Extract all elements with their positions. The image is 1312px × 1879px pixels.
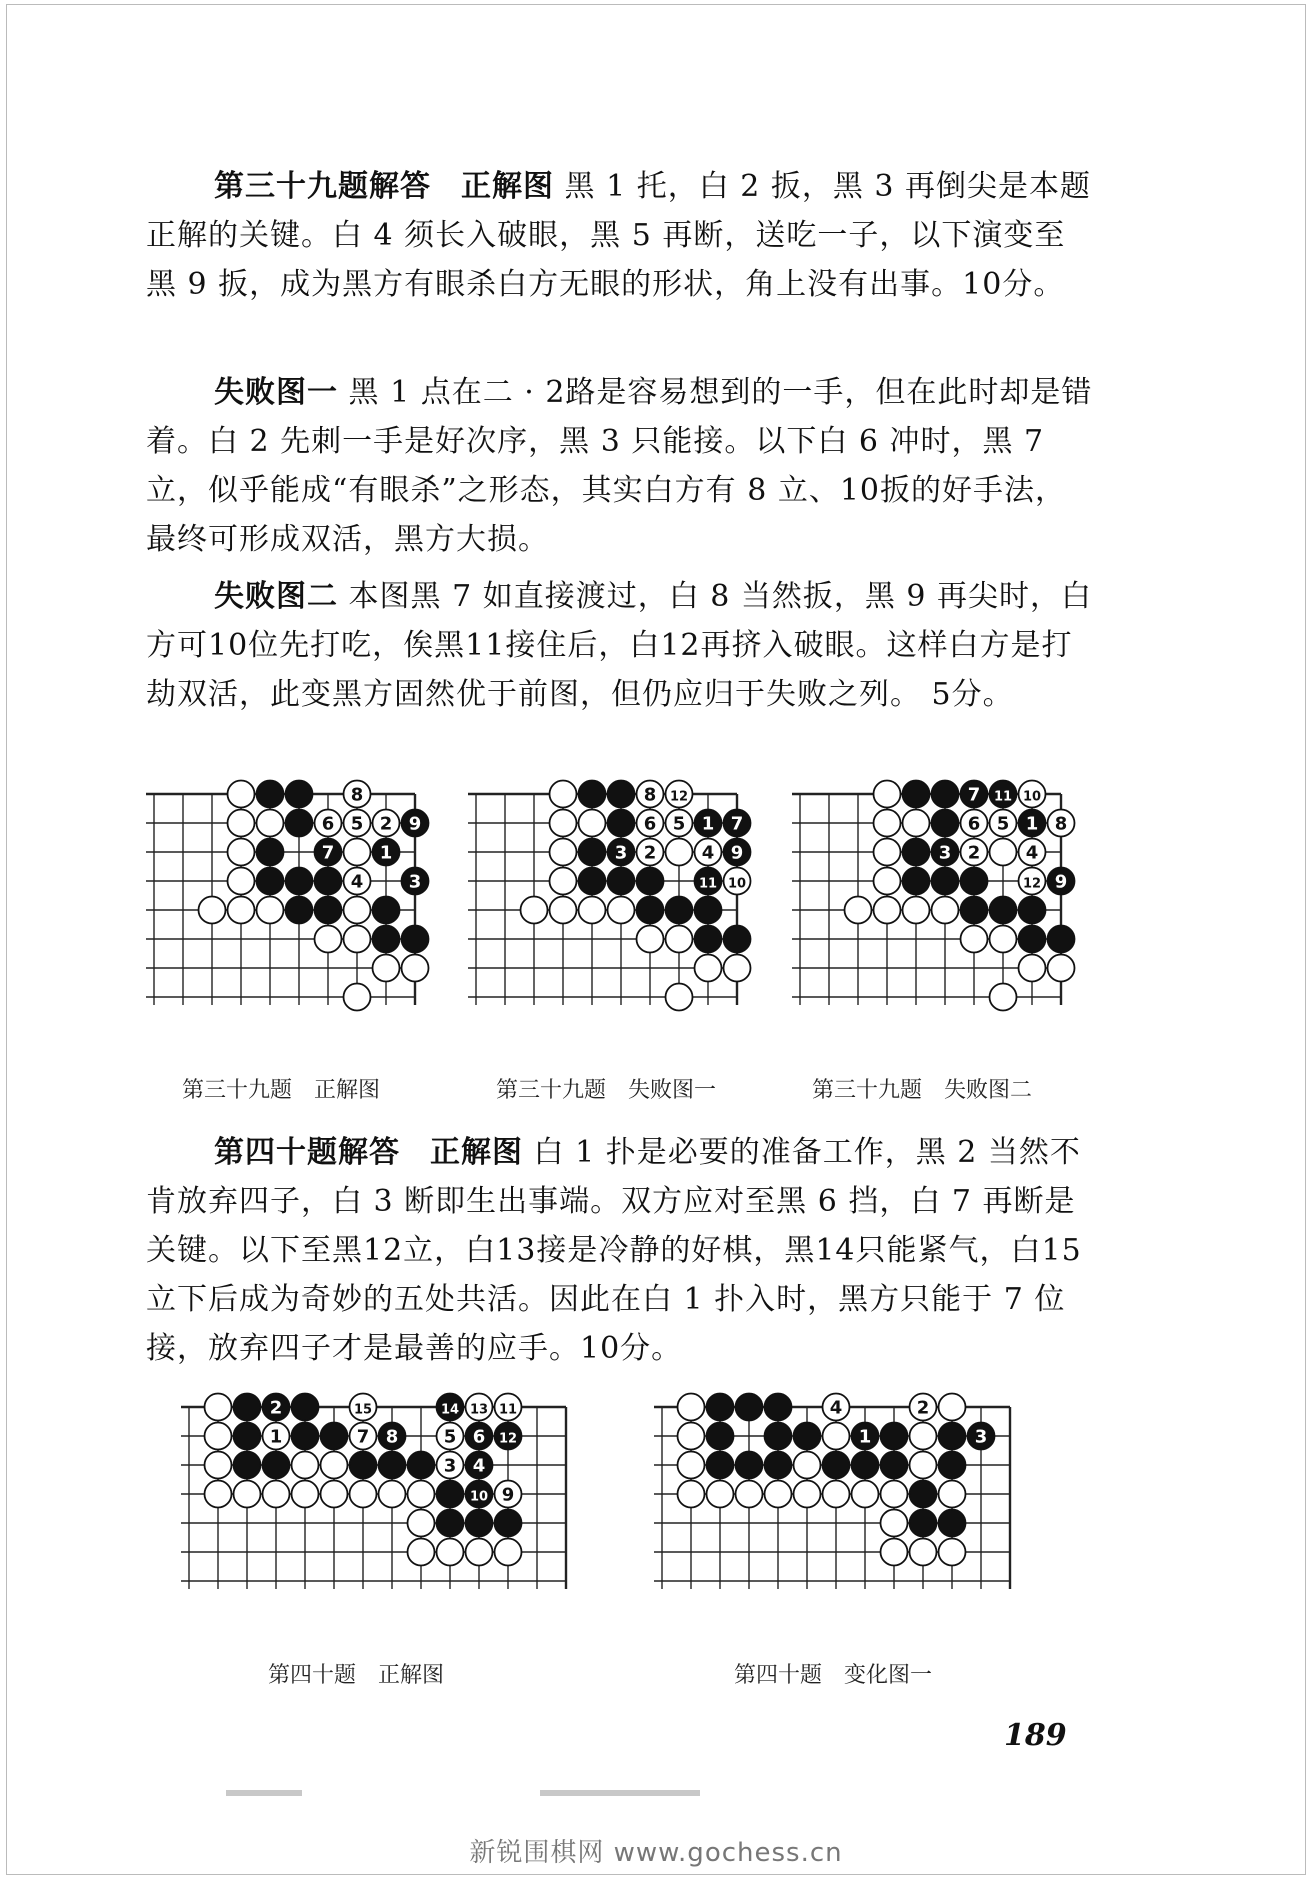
white-stone — [402, 955, 429, 982]
black-stone — [292, 1423, 319, 1450]
black-stone — [315, 839, 342, 866]
black-stone — [579, 839, 606, 866]
black-stone — [466, 1510, 493, 1537]
white-stone — [579, 897, 606, 924]
black-stone — [1048, 926, 1075, 953]
move-number: 11 — [698, 876, 718, 892]
black-stone — [707, 1423, 734, 1450]
black-stone — [724, 810, 751, 837]
black-stone — [402, 926, 429, 953]
move-number: 5 — [996, 813, 1010, 835]
black-stone — [932, 781, 959, 808]
white-stone — [234, 1481, 261, 1508]
white-stone — [550, 781, 577, 808]
move-number: 11 — [993, 789, 1013, 805]
black-stone — [286, 781, 313, 808]
black-stone — [315, 868, 342, 895]
black-stone — [292, 1394, 319, 1421]
move-number: 4 — [1025, 842, 1039, 864]
white-stone — [205, 1481, 232, 1508]
caption-problem: 第三十九题 — [812, 1078, 923, 1103]
black-stone — [437, 1394, 464, 1421]
go-board-39-fail-2 — [786, 780, 1086, 1052]
black-stone — [1019, 897, 1046, 924]
move-number: 6 — [321, 813, 335, 835]
white-stone — [228, 868, 255, 895]
white-stone — [637, 781, 664, 808]
black-stone — [707, 1452, 734, 1479]
move-number: 2 — [269, 1397, 283, 1419]
move-number: 2 — [643, 842, 657, 864]
black-stone — [495, 1423, 522, 1450]
go-board-40-correct — [175, 1393, 605, 1625]
white-stone — [910, 1452, 937, 1479]
caption-40-variation-1 — [734, 1658, 932, 1689]
move-number: 3 — [614, 842, 628, 864]
paragraph-text: 黑 1 托，白 2 扳，黑 3 再倒尖是本题正解的关键。白 4 须长入破眼，黑 5 再断，送吃一子，以下演变至黑 9 扳，成为黑方有眼杀白方无眼的形状，角上没有出事。10分。 — [146, 169, 1092, 302]
black-stone — [932, 810, 959, 837]
print-smudge — [540, 1790, 700, 1796]
white-stone — [678, 1452, 705, 1479]
white-stone — [678, 1481, 705, 1508]
black-stone — [257, 839, 284, 866]
move-number: 13 — [469, 1402, 489, 1418]
white-stone — [874, 897, 901, 924]
white-stone — [205, 1452, 232, 1479]
white-stone — [315, 810, 342, 837]
white-stone — [990, 926, 1017, 953]
black-stone — [495, 1510, 522, 1537]
move-number: 2 — [379, 813, 393, 835]
white-stone — [344, 868, 371, 895]
white-stone — [852, 1481, 879, 1508]
move-number: 7 — [321, 842, 335, 864]
black-stone — [608, 839, 635, 866]
white-stone — [845, 897, 872, 924]
black-stone — [939, 1423, 966, 1450]
move-number: 3 — [408, 871, 422, 893]
move-number: 6 — [967, 813, 981, 835]
black-stone — [1019, 926, 1046, 953]
black-stone — [466, 1423, 493, 1450]
white-stone — [205, 1394, 232, 1421]
black-stone — [852, 1423, 879, 1450]
white-stone — [724, 868, 751, 895]
white-stone — [695, 839, 722, 866]
white-stone — [881, 1481, 908, 1508]
caption-label: 失败图一 — [628, 1078, 717, 1103]
black-stone — [961, 868, 988, 895]
black-stone — [373, 839, 400, 866]
white-stone — [666, 810, 693, 837]
paragraph-39-answer — [146, 162, 1096, 309]
black-stone — [903, 781, 930, 808]
black-stone — [765, 1452, 792, 1479]
black-stone — [695, 868, 722, 895]
white-stone — [228, 781, 255, 808]
paragraph-fail-2 — [146, 572, 1096, 719]
white-stone — [724, 955, 751, 982]
white-stone — [881, 1510, 908, 1537]
white-stone — [437, 1452, 464, 1479]
caption-label: 失败图二 — [944, 1078, 1033, 1103]
caption-problem: 第四十题 — [268, 1663, 357, 1688]
white-stone — [678, 1423, 705, 1450]
black-stone — [379, 1423, 406, 1450]
black-stone — [765, 1423, 792, 1450]
print-smudge — [226, 1790, 302, 1796]
white-stone — [495, 1394, 522, 1421]
white-stone — [823, 1394, 850, 1421]
black-stone — [990, 897, 1017, 924]
white-stone — [910, 1394, 937, 1421]
move-number: 10 — [469, 1489, 489, 1505]
black-stone — [637, 897, 664, 924]
go-board-39-fail-1 — [462, 780, 762, 1052]
black-stone — [765, 1394, 792, 1421]
caption-problem: 第四十题 — [734, 1663, 823, 1688]
white-stone — [637, 926, 664, 953]
white-stone — [939, 1539, 966, 1566]
black-stone — [408, 1452, 435, 1479]
white-stone — [990, 984, 1017, 1011]
page-number: 189 — [1004, 1718, 1067, 1753]
black-stone — [695, 810, 722, 837]
heading-fail-1: 失败图一 — [214, 375, 338, 410]
caption-39-correct — [182, 1073, 380, 1104]
black-stone — [263, 1394, 290, 1421]
move-number: 1 — [269, 1426, 283, 1448]
white-stone — [961, 839, 988, 866]
white-stone — [263, 1423, 290, 1450]
black-stone — [881, 1452, 908, 1479]
black-stone — [608, 868, 635, 895]
black-stone — [823, 1452, 850, 1479]
white-stone — [1019, 839, 1046, 866]
move-number: 15 — [353, 1402, 373, 1418]
white-stone — [961, 810, 988, 837]
move-number: 4 — [350, 871, 364, 893]
white-stone — [637, 810, 664, 837]
black-stone — [961, 897, 988, 924]
paragraph-40-answer — [146, 1128, 1096, 1373]
black-stone — [695, 926, 722, 953]
white-stone — [939, 1481, 966, 1508]
white-stone — [608, 897, 635, 924]
white-stone — [257, 810, 284, 837]
move-number: 5 — [443, 1426, 457, 1448]
white-stone — [550, 810, 577, 837]
white-stone — [344, 839, 371, 866]
white-stone — [321, 1481, 348, 1508]
white-stone — [910, 1539, 937, 1566]
move-number: 1 — [858, 1426, 872, 1448]
white-stone — [437, 1423, 464, 1450]
move-number: 3 — [974, 1426, 988, 1448]
move-number: 11 — [498, 1402, 518, 1418]
black-stone — [234, 1452, 261, 1479]
move-number: 2 — [967, 842, 981, 864]
black-stone — [263, 1452, 290, 1479]
white-stone — [550, 897, 577, 924]
black-stone — [466, 1452, 493, 1479]
black-stone — [910, 1481, 937, 1508]
caption-39-fail-2 — [812, 1073, 1032, 1104]
black-stone — [1048, 868, 1075, 895]
white-stone — [932, 897, 959, 924]
white-stone — [736, 1481, 763, 1508]
white-stone — [228, 839, 255, 866]
white-stone — [321, 1452, 348, 1479]
caption-label: 正解图 — [378, 1663, 445, 1688]
paragraph-text: 白 1 扑是必要的准备工作，黑 2 当然不肯放弃四子，白 3 断即生出事端。双方应对至黑 6 挡，白 7 再断是关键。以下至黑12立，白13接是冷静的好棋，黑14只能紧气，白15立下后成为奇妙的五处共活。因此在白 1 扑入时，黑方只能于 7 位接，放弃四子才是最善的应手。10分。 — [146, 1135, 1082, 1366]
white-stone — [961, 926, 988, 953]
white-stone — [292, 1481, 319, 1508]
black-stone — [852, 1452, 879, 1479]
white-stone — [350, 1423, 377, 1450]
white-stone — [794, 1481, 821, 1508]
move-number: 9 — [1054, 871, 1068, 893]
white-stone — [228, 810, 255, 837]
white-stone — [1019, 955, 1046, 982]
white-stone — [695, 955, 722, 982]
white-stone — [466, 1539, 493, 1566]
black-stone — [437, 1510, 464, 1537]
black-stone — [736, 1394, 763, 1421]
white-stone — [350, 1481, 377, 1508]
move-number: 6 — [643, 813, 657, 835]
black-stone — [932, 868, 959, 895]
black-stone — [608, 810, 635, 837]
white-stone — [373, 955, 400, 982]
black-stone — [932, 839, 959, 866]
caption-label: 变化图一 — [844, 1663, 933, 1688]
white-stone — [707, 1481, 734, 1508]
move-number: 12 — [1022, 876, 1042, 892]
black-stone — [939, 1510, 966, 1537]
white-stone — [939, 1394, 966, 1421]
white-stone — [874, 839, 901, 866]
caption-label: 正解图 — [314, 1078, 381, 1103]
black-stone — [350, 1452, 377, 1479]
white-stone — [874, 868, 901, 895]
paragraph-text: 黑 1 点在二 · 2路是容易想到的一手，但在此时却是错着。白 2 先刺一手是好次序，黑 3 只能接。以下白 6 冲时，黑 7 立，似乎能成“有眼杀”之形态，其实白方有 8 立、10扳的好手法，最终可形成双活，黑方大损。 — [146, 375, 1093, 557]
white-stone — [990, 839, 1017, 866]
move-number: 8 — [643, 784, 657, 806]
black-stone — [579, 781, 606, 808]
black-stone — [990, 781, 1017, 808]
move-number: 8 — [385, 1426, 399, 1448]
move-number: 8 — [1054, 813, 1068, 835]
move-number: 3 — [938, 842, 952, 864]
black-stone — [379, 1452, 406, 1479]
black-stone — [961, 781, 988, 808]
white-stone — [1019, 781, 1046, 808]
black-stone — [286, 868, 313, 895]
white-stone — [666, 926, 693, 953]
caption-problem: 第三十九题 — [496, 1078, 607, 1103]
white-stone — [678, 1394, 705, 1421]
white-stone — [344, 897, 371, 924]
black-stone — [315, 897, 342, 924]
move-number: 4 — [829, 1397, 843, 1419]
move-number: 1 — [1025, 813, 1039, 835]
black-stone — [903, 839, 930, 866]
white-stone — [521, 897, 548, 924]
caption-40-correct — [268, 1658, 444, 1689]
white-stone — [257, 897, 284, 924]
white-stone — [903, 810, 930, 837]
white-stone — [990, 810, 1017, 837]
move-number: 9 — [501, 1484, 515, 1506]
white-stone — [1048, 810, 1075, 837]
white-stone — [550, 839, 577, 866]
white-stone — [910, 1423, 937, 1450]
white-stone — [794, 1452, 821, 1479]
black-stone — [968, 1423, 995, 1450]
move-number: 8 — [350, 784, 364, 806]
black-stone — [1019, 810, 1046, 837]
white-stone — [344, 810, 371, 837]
black-stone — [579, 868, 606, 895]
caption-39-fail-1 — [496, 1073, 716, 1104]
move-number: 2 — [916, 1397, 930, 1419]
white-stone — [408, 1539, 435, 1566]
black-stone — [724, 926, 751, 953]
move-number: 9 — [408, 813, 422, 835]
move-number: 3 — [443, 1455, 457, 1477]
paragraph-fail-1 — [146, 368, 1096, 564]
black-stone — [724, 839, 751, 866]
move-number: 10 — [1022, 789, 1042, 805]
black-stone — [881, 1423, 908, 1450]
white-stone — [373, 810, 400, 837]
black-stone — [402, 868, 429, 895]
black-stone — [666, 897, 693, 924]
black-stone — [466, 1481, 493, 1508]
white-stone — [315, 926, 342, 953]
move-number: 12 — [498, 1431, 518, 1447]
paragraph-text: 本图黑 7 如直接渡过，白 8 当然扳，黑 9 再尖时，白方可10位先打吃，俟黑11接住后，白12再挤入破眼。这样白方是打劫双活，此变黑方固然优于前图，但仍应归于失败之列。 5分。 — [146, 579, 1093, 712]
white-stone — [666, 781, 693, 808]
white-stone — [823, 1423, 850, 1450]
white-stone — [550, 868, 577, 895]
black-stone — [608, 781, 635, 808]
white-stone — [1048, 955, 1075, 982]
white-stone — [823, 1481, 850, 1508]
white-stone — [437, 1539, 464, 1566]
black-stone — [257, 868, 284, 895]
white-stone — [379, 1481, 406, 1508]
white-stone — [903, 897, 930, 924]
black-stone — [402, 810, 429, 837]
white-stone — [344, 926, 371, 953]
white-stone — [874, 810, 901, 837]
white-stone — [1019, 868, 1046, 895]
move-number: 7 — [356, 1426, 370, 1448]
heading-39-answer: 第三十九题解答 — [214, 169, 431, 204]
move-number: 14 — [440, 1402, 460, 1418]
white-stone — [579, 810, 606, 837]
move-number: 1 — [701, 813, 715, 835]
move-number: 9 — [730, 842, 744, 864]
subheading-correct: 正解图 — [430, 1135, 523, 1170]
white-stone — [344, 781, 371, 808]
white-stone — [263, 1481, 290, 1508]
black-stone — [939, 1452, 966, 1479]
subheading-correct: 正解图 — [461, 169, 554, 204]
black-stone — [437, 1481, 464, 1508]
black-stone — [695, 897, 722, 924]
heading-40-answer: 第四十题解答 — [214, 1135, 400, 1170]
go-board-40-variation-1 — [648, 1393, 1048, 1625]
white-stone — [199, 897, 226, 924]
black-stone — [373, 926, 400, 953]
white-stone — [205, 1423, 232, 1450]
watermark: 新锐围棋网 www.gochess.cn — [469, 1838, 843, 1868]
white-stone — [666, 984, 693, 1011]
move-number: 1 — [379, 842, 393, 864]
move-number: 12 — [669, 789, 689, 805]
white-stone — [495, 1539, 522, 1566]
white-stone — [228, 897, 255, 924]
white-stone — [408, 1510, 435, 1537]
white-stone — [408, 1481, 435, 1508]
move-number: 5 — [672, 813, 686, 835]
black-stone — [794, 1423, 821, 1450]
white-stone — [344, 984, 371, 1011]
black-stone — [910, 1510, 937, 1537]
move-number: 6 — [472, 1426, 486, 1448]
move-number: 4 — [472, 1455, 486, 1477]
move-number: 10 — [727, 876, 747, 892]
black-stone — [903, 868, 930, 895]
black-stone — [286, 810, 313, 837]
heading-fail-2: 失败图二 — [214, 579, 338, 614]
black-stone — [321, 1423, 348, 1450]
black-stone — [373, 897, 400, 924]
white-stone — [881, 1539, 908, 1566]
white-stone — [874, 781, 901, 808]
caption-problem: 第三十九题 — [182, 1078, 293, 1103]
black-stone — [234, 1423, 261, 1450]
white-stone — [666, 839, 693, 866]
black-stone — [257, 781, 284, 808]
black-stone — [234, 1394, 261, 1421]
move-number: 4 — [701, 842, 715, 864]
black-stone — [707, 1394, 734, 1421]
white-stone — [466, 1394, 493, 1421]
white-stone — [350, 1394, 377, 1421]
black-stone — [736, 1452, 763, 1479]
black-stone — [637, 868, 664, 895]
black-stone — [286, 897, 313, 924]
white-stone — [765, 1481, 792, 1508]
move-number: 7 — [967, 784, 981, 806]
move-number: 7 — [730, 813, 744, 835]
white-stone — [292, 1452, 319, 1479]
move-number: 5 — [350, 813, 364, 835]
white-stone — [637, 839, 664, 866]
white-stone — [495, 1481, 522, 1508]
go-board-39-correct — [140, 780, 440, 1052]
